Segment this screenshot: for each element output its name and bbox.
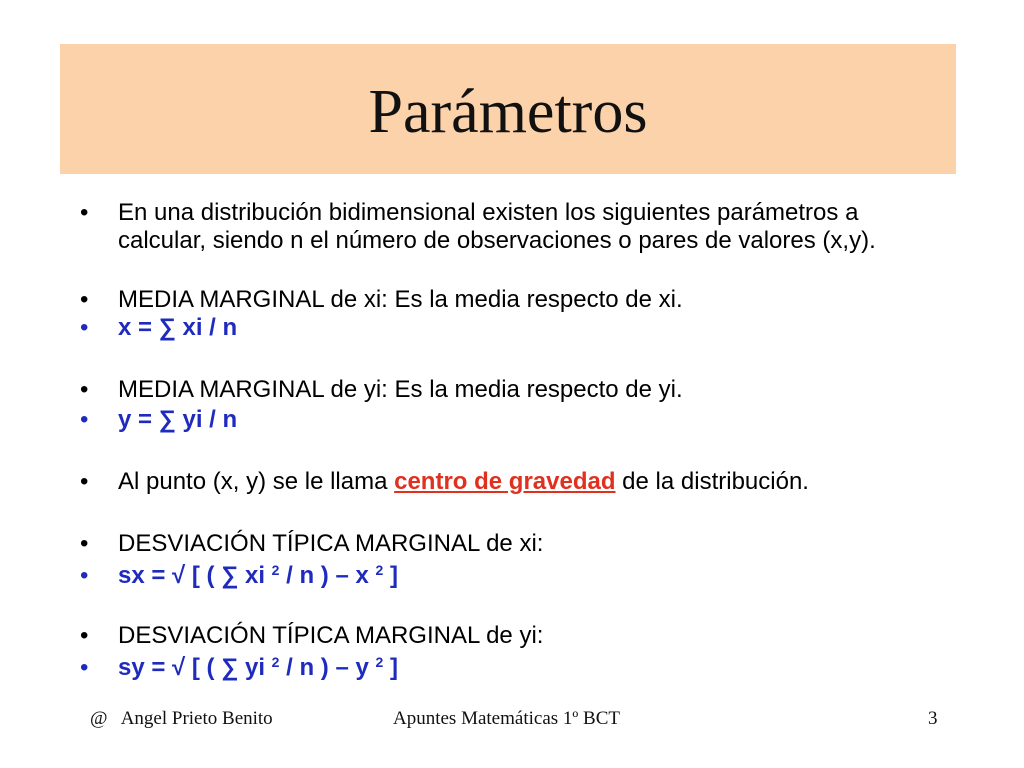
centro-de-gravedad-link[interactable]: centro de gravedad [394, 468, 616, 495]
bullet-text: DESVIACIÓN TÍPICA MARGINAL de yi: [118, 622, 544, 649]
footer-page-number: 3 [928, 708, 938, 729]
bullet-marker: • [80, 654, 89, 681]
centro-post-text: de la distribución. [615, 468, 809, 495]
bullet-formula-x [80, 314, 948, 342]
bullet-media-y [80, 376, 948, 404]
bullet-marker: • [80, 406, 89, 433]
bullet-marker: • [80, 530, 89, 557]
bullet-text: En una distribución bidimensional existen los siguientes parámetros a calcular, siendo n el número de observaciones o pares de valores (x,y). [118, 199, 876, 254]
exponent: 2 [375, 654, 384, 670]
centro-pre-text: Al punto (x, y) se le llama [118, 468, 395, 495]
formula-part: ] [383, 654, 398, 681]
bullet-centro [80, 468, 948, 496]
bullet-media-x [80, 286, 948, 314]
footer-course: Apuntes Matemáticas 1º BCT [393, 708, 620, 729]
bullet-text: DESVIACIÓN TÍPICA MARGINAL de xi: [118, 530, 544, 557]
formula-text [118, 654, 948, 682]
bullet-formula-sy [80, 654, 948, 682]
bullet-formula-y [80, 406, 948, 434]
page-title: Parámetros [368, 77, 648, 146]
bullet-marker: • [80, 199, 89, 226]
bullet-text [118, 468, 948, 496]
bullet-marker: • [80, 314, 89, 341]
formula-part: / n ) – y [279, 654, 376, 681]
exponent: 2 [271, 654, 280, 670]
formula-part: ] [383, 562, 398, 589]
formula-text [118, 562, 948, 590]
footer-author: @ Angel Prieto Benito [90, 708, 273, 729]
bullet-formula-sx [80, 562, 948, 590]
bullet-marker: • [80, 468, 89, 495]
bullet-marker: • [80, 622, 89, 649]
bullet-text: MEDIA MARGINAL de yi: Es la media respecto de yi. [118, 376, 683, 403]
formula-text: y = ∑ yi / n [118, 406, 238, 433]
bullet-intro [80, 199, 948, 255]
bullet-desv-y [80, 622, 948, 650]
formula-part: sx = √ [ ( ∑ xi [118, 562, 272, 589]
title-banner [60, 44, 956, 174]
bullet-desv-x [80, 530, 948, 558]
bullet-marker: • [80, 562, 89, 589]
bullet-marker: • [80, 286, 89, 313]
bullet-text: MEDIA MARGINAL de xi: Es la media respecto de xi. [118, 286, 683, 313]
formula-part: sy = √ [ ( ∑ yi [118, 654, 272, 681]
exponent: 2 [375, 562, 384, 578]
bullet-marker: • [80, 376, 89, 403]
formula-text: x = ∑ xi / n [118, 314, 238, 341]
exponent: 2 [271, 562, 280, 578]
formula-part: / n ) – x [279, 562, 376, 589]
